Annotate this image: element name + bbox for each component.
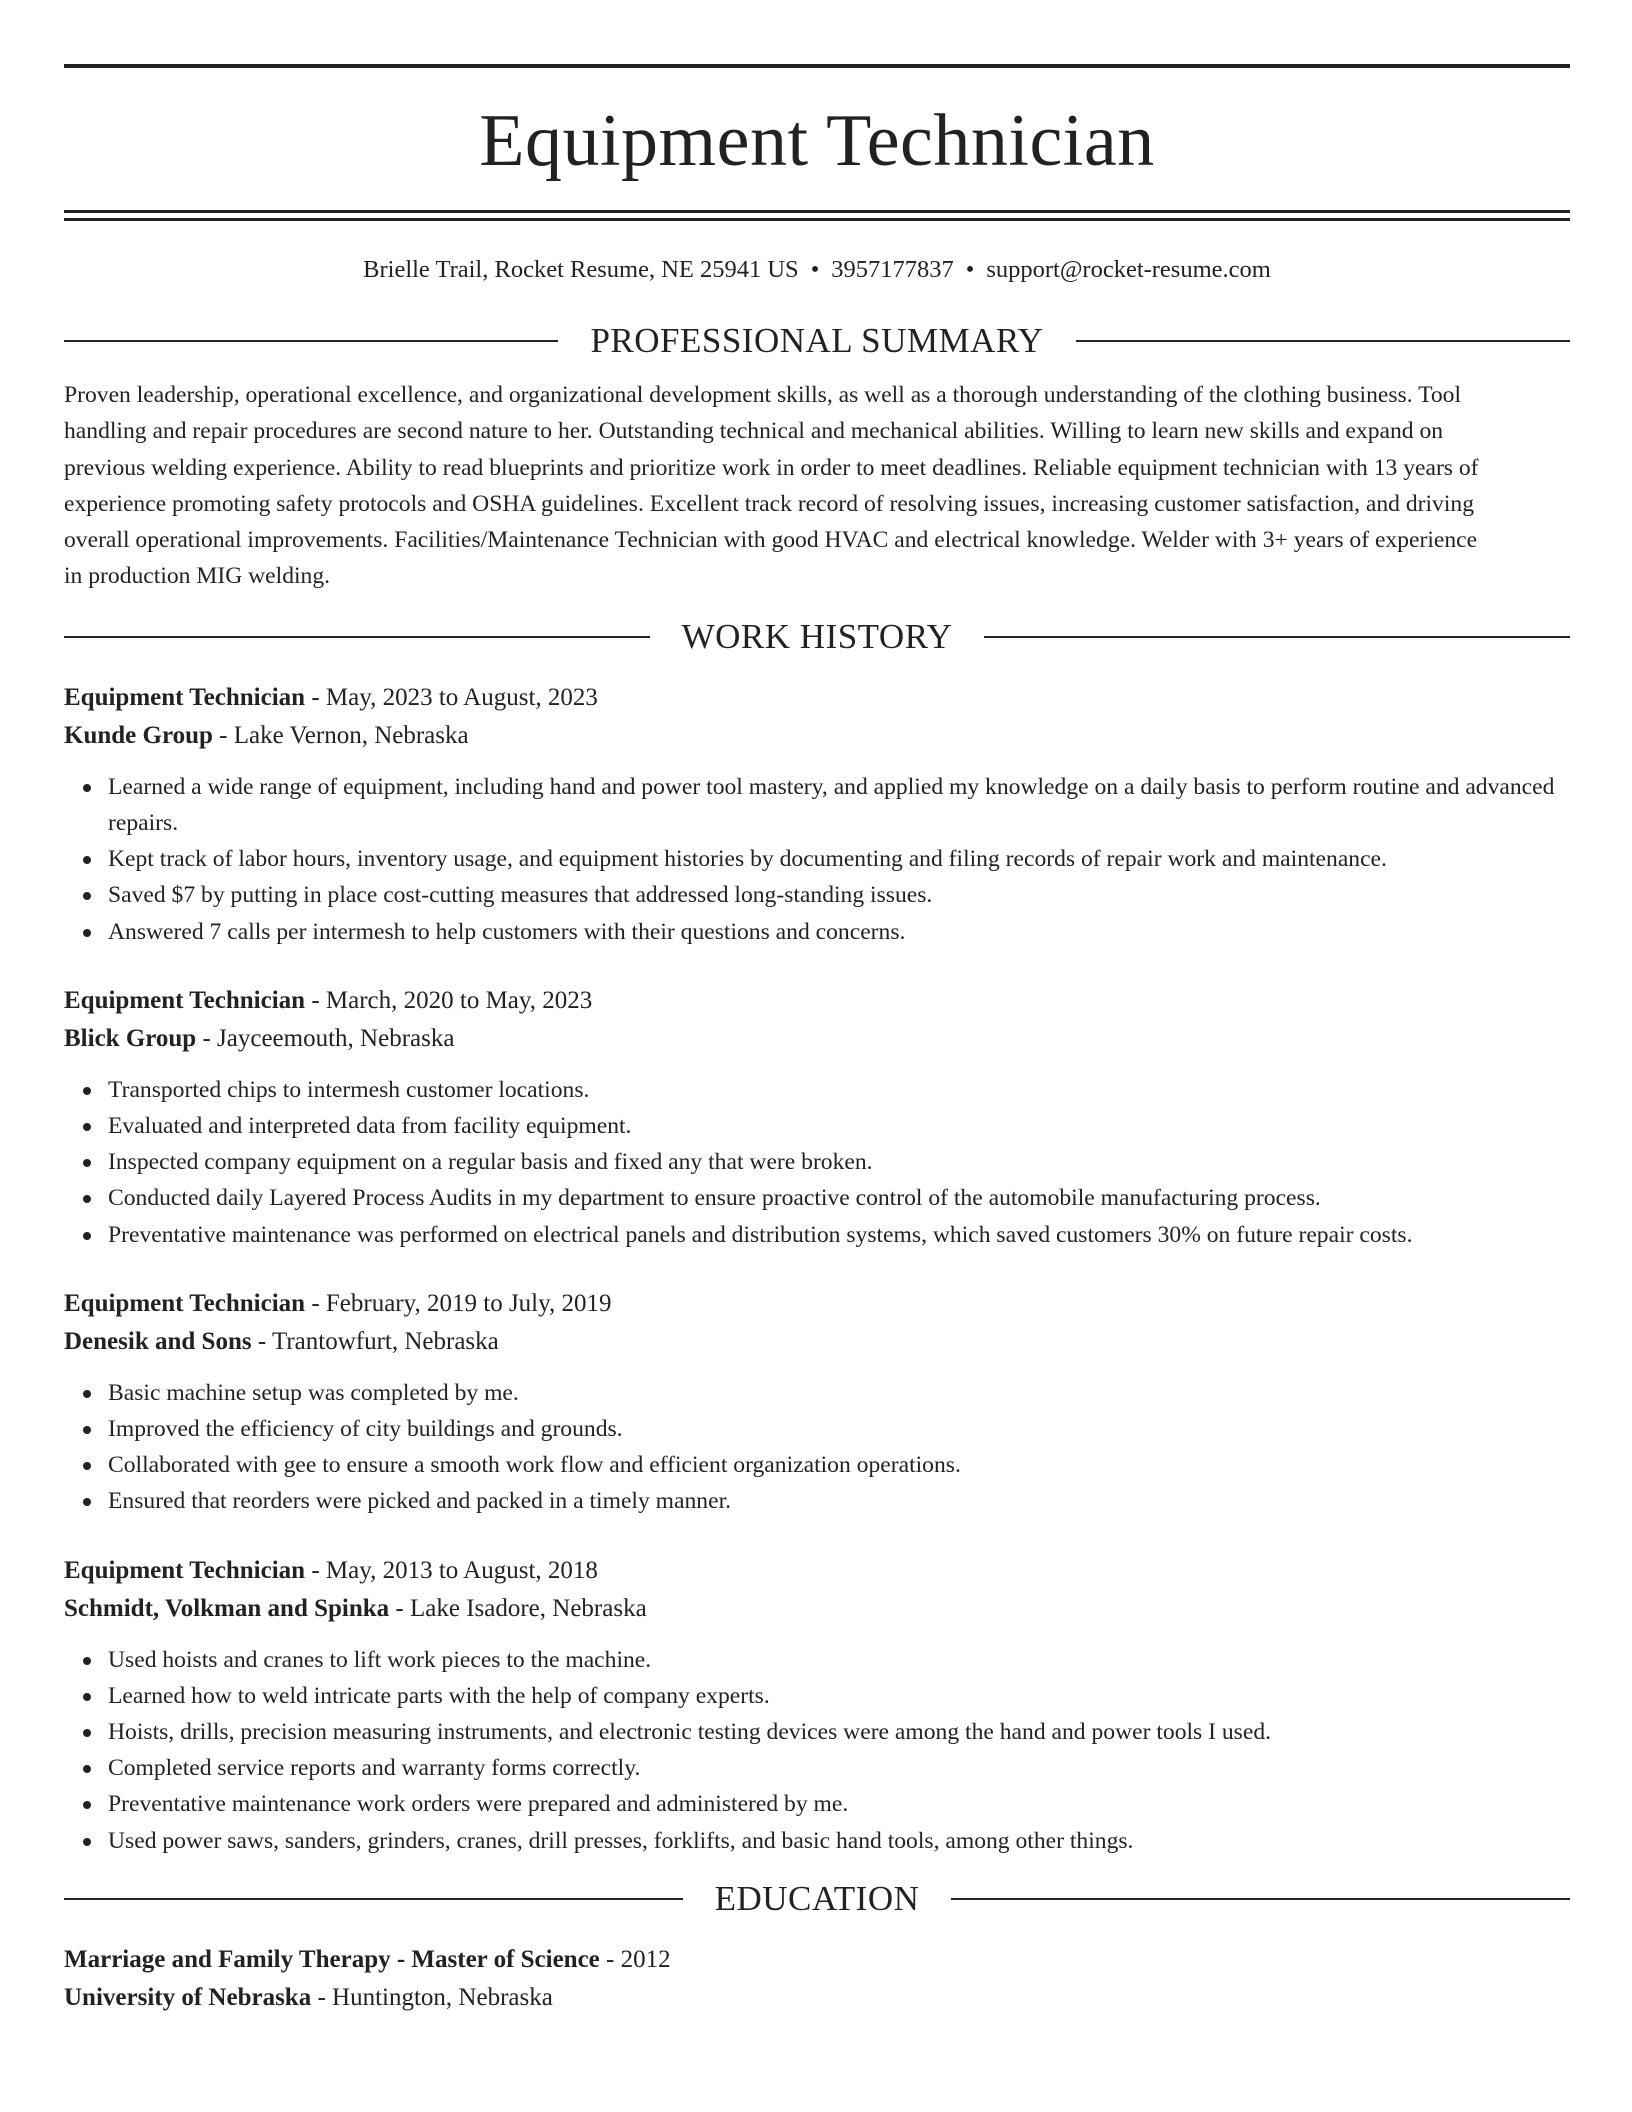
bullet-item: Learned how to weld intricate parts with the help of company experts. bbox=[108, 1678, 1570, 1714]
job-dates: - March, 2020 to May, 2023 bbox=[305, 986, 593, 1014]
job-company-line bbox=[64, 717, 1570, 755]
job-title: Equipment Technician bbox=[64, 1289, 306, 1317]
bullet-item: Answered 7 calls per intermesh to help customers with their questions and concerns. bbox=[108, 914, 1570, 950]
job-location: - Lake Isadore, Nebraska bbox=[389, 1594, 647, 1622]
job-bullets bbox=[64, 1642, 1570, 1859]
education-entry bbox=[64, 1941, 1570, 2017]
bullet-item: Collaborated with gee to ensure a smooth work flow and efficient organization operations. bbox=[108, 1447, 1570, 1483]
job-entry bbox=[64, 1285, 1570, 1520]
job-company: Blick Group bbox=[64, 1024, 197, 1052]
heading-rule bbox=[64, 1898, 683, 1900]
bullet-item: Improved the efficiency of city buildings and grounds. bbox=[108, 1411, 1570, 1447]
job-dates: - May, 2013 to August, 2018 bbox=[305, 1556, 598, 1584]
heading-rule bbox=[984, 636, 1570, 638]
contact-separator: • bbox=[965, 256, 975, 283]
resume-page bbox=[64, 64, 1570, 2017]
bullet-item: Used hoists and cranes to lift work pieces to the machine. bbox=[108, 1642, 1570, 1678]
job-title: Equipment Technician bbox=[64, 683, 306, 711]
job-bullets bbox=[64, 1375, 1570, 1520]
contact-separator: • bbox=[810, 256, 820, 283]
job-title-line bbox=[64, 1552, 1570, 1590]
job-title: Equipment Technician bbox=[64, 986, 306, 1014]
bullet-item: Learned a wide range of equipment, including hand and power tool mastery, and applied my knowledge on a daily basis to perform routine and advanced repairs. bbox=[108, 769, 1570, 841]
job-location: - Jayceemouth, Nebraska bbox=[196, 1024, 455, 1052]
summary-line: in production MIG welding. bbox=[64, 563, 331, 590]
job-bullets bbox=[64, 769, 1570, 950]
top-rule bbox=[64, 64, 1570, 68]
contact-email[interactable]: support@rocket-resume.com bbox=[986, 256, 1271, 283]
summary-text bbox=[64, 377, 1570, 595]
job-dates: - May, 2023 to August, 2023 bbox=[305, 683, 598, 711]
contact-line bbox=[64, 255, 1570, 285]
bullet-item: Hoists, drills, precision measuring instruments, and electronic testing devices were among the hand and power tools I used. bbox=[108, 1714, 1570, 1750]
education-degree-line bbox=[64, 1941, 1570, 1979]
bullet-item: Conducted daily Layered Process Audits in my department to ensure proactive control of the automobile manufacturing process. bbox=[108, 1180, 1570, 1216]
resume-title: Equipment Technician bbox=[479, 100, 1155, 182]
bullet-item: Saved $7 by putting in place cost-cutting measures that addressed long-standing issues. bbox=[108, 877, 1570, 913]
summary-line: Proven leadership, operational excellence, and organizational development skills, as well as a thorough understanding of the clothing business. Tool bbox=[64, 382, 1462, 408]
section-title: PROFESSIONAL SUMMARY bbox=[590, 321, 1044, 360]
contact-phone: 3957177837 bbox=[831, 256, 954, 283]
section-title: WORK HISTORY bbox=[681, 616, 953, 656]
job-bullets bbox=[64, 1072, 1570, 1253]
job-title-line bbox=[64, 1285, 1570, 1323]
job-entry bbox=[64, 982, 1570, 1253]
job-title-line bbox=[64, 982, 1570, 1020]
bullet-item: Basic machine setup was completed by me. bbox=[108, 1375, 1570, 1411]
section-heading-work bbox=[64, 617, 1570, 657]
job-title: Equipment Technician bbox=[64, 1556, 306, 1584]
education-school: University of Nebraska bbox=[64, 1983, 312, 2011]
job-company: Schmidt, Volkman and Spinka bbox=[64, 1594, 390, 1622]
education-school-line bbox=[64, 1979, 1570, 2017]
education-location: - Huntington, Nebraska bbox=[311, 1983, 553, 2011]
section-heading-education bbox=[64, 1879, 1570, 1919]
bullet-item: Used power saws, sanders, grinders, cranes, drill presses, forklifts, and basic hand tools, among other things. bbox=[108, 1823, 1570, 1859]
job-location: - Lake Vernon, Nebraska bbox=[212, 721, 469, 749]
bullet-item: Preventative maintenance work orders were prepared and administered by me. bbox=[108, 1786, 1570, 1822]
contact-address: Brielle Trail, Rocket Resume, NE 25941 US bbox=[363, 256, 799, 283]
summary-line: overall operational improvements. Facilities/Maintenance Technician with good HVAC and electrical knowledge. Welder with 3+ years of experience bbox=[64, 527, 1478, 554]
summary-line: previous welding experience. Ability to read blueprints and prioritize work in order to meet deadlines. Reliable equipment technician with 13 years of bbox=[64, 454, 1479, 481]
job-entry bbox=[64, 1552, 1570, 1859]
bullet-item: Preventative maintenance was performed on electrical panels and distribution systems, which saved customers 30% on future repair costs. bbox=[108, 1217, 1570, 1253]
section-title: EDUCATION bbox=[714, 1878, 920, 1918]
bullet-item: Completed service reports and warranty forms correctly. bbox=[108, 1750, 1570, 1786]
job-entry bbox=[64, 679, 1570, 950]
education-year: - 2012 bbox=[599, 1945, 671, 1973]
education-degree: Marriage and Family Therapy - Master of Science bbox=[64, 1945, 600, 1973]
summary-line: handling and repair procedures are second nature to her. Outstanding technical and mechanical abilities. Willing to learn new skills and expand on bbox=[64, 418, 1444, 445]
bullet-item: Inspected company equipment on a regular basis and fixed any that were broken. bbox=[108, 1144, 1570, 1180]
job-company-line bbox=[64, 1020, 1570, 1058]
bullet-item: Evaluated and interpreted data from facility equipment. bbox=[108, 1108, 1570, 1144]
heading-rule bbox=[951, 1898, 1570, 1900]
job-company-line bbox=[64, 1590, 1570, 1628]
section-heading-summary bbox=[64, 321, 1570, 361]
bullet-item: Kept track of labor hours, inventory usage, and equipment histories by documenting and filing records of repair work and maintenance. bbox=[108, 841, 1570, 877]
summary-line: experience promoting safety protocols and OSHA guidelines. Excellent track record of resolving issues, increasing customer satisfaction, and driving bbox=[64, 490, 1474, 517]
bullet-item: Ensured that reorders were picked and packed in a timely manner. bbox=[108, 1483, 1570, 1519]
job-title-line bbox=[64, 679, 1570, 717]
title-double-rule bbox=[64, 210, 1570, 221]
heading-rule bbox=[64, 636, 650, 638]
job-location: - Trantowfurt, Nebraska bbox=[251, 1327, 499, 1355]
heading-rule bbox=[64, 340, 558, 342]
bullet-item: Transported chips to intermesh customer locations. bbox=[108, 1072, 1570, 1108]
job-dates: - February, 2019 to July, 2019 bbox=[305, 1289, 612, 1317]
job-company: Denesik and Sons bbox=[64, 1327, 252, 1355]
heading-rule bbox=[1076, 340, 1570, 342]
job-company: Kunde Group bbox=[64, 721, 213, 749]
job-company-line bbox=[64, 1323, 1570, 1361]
